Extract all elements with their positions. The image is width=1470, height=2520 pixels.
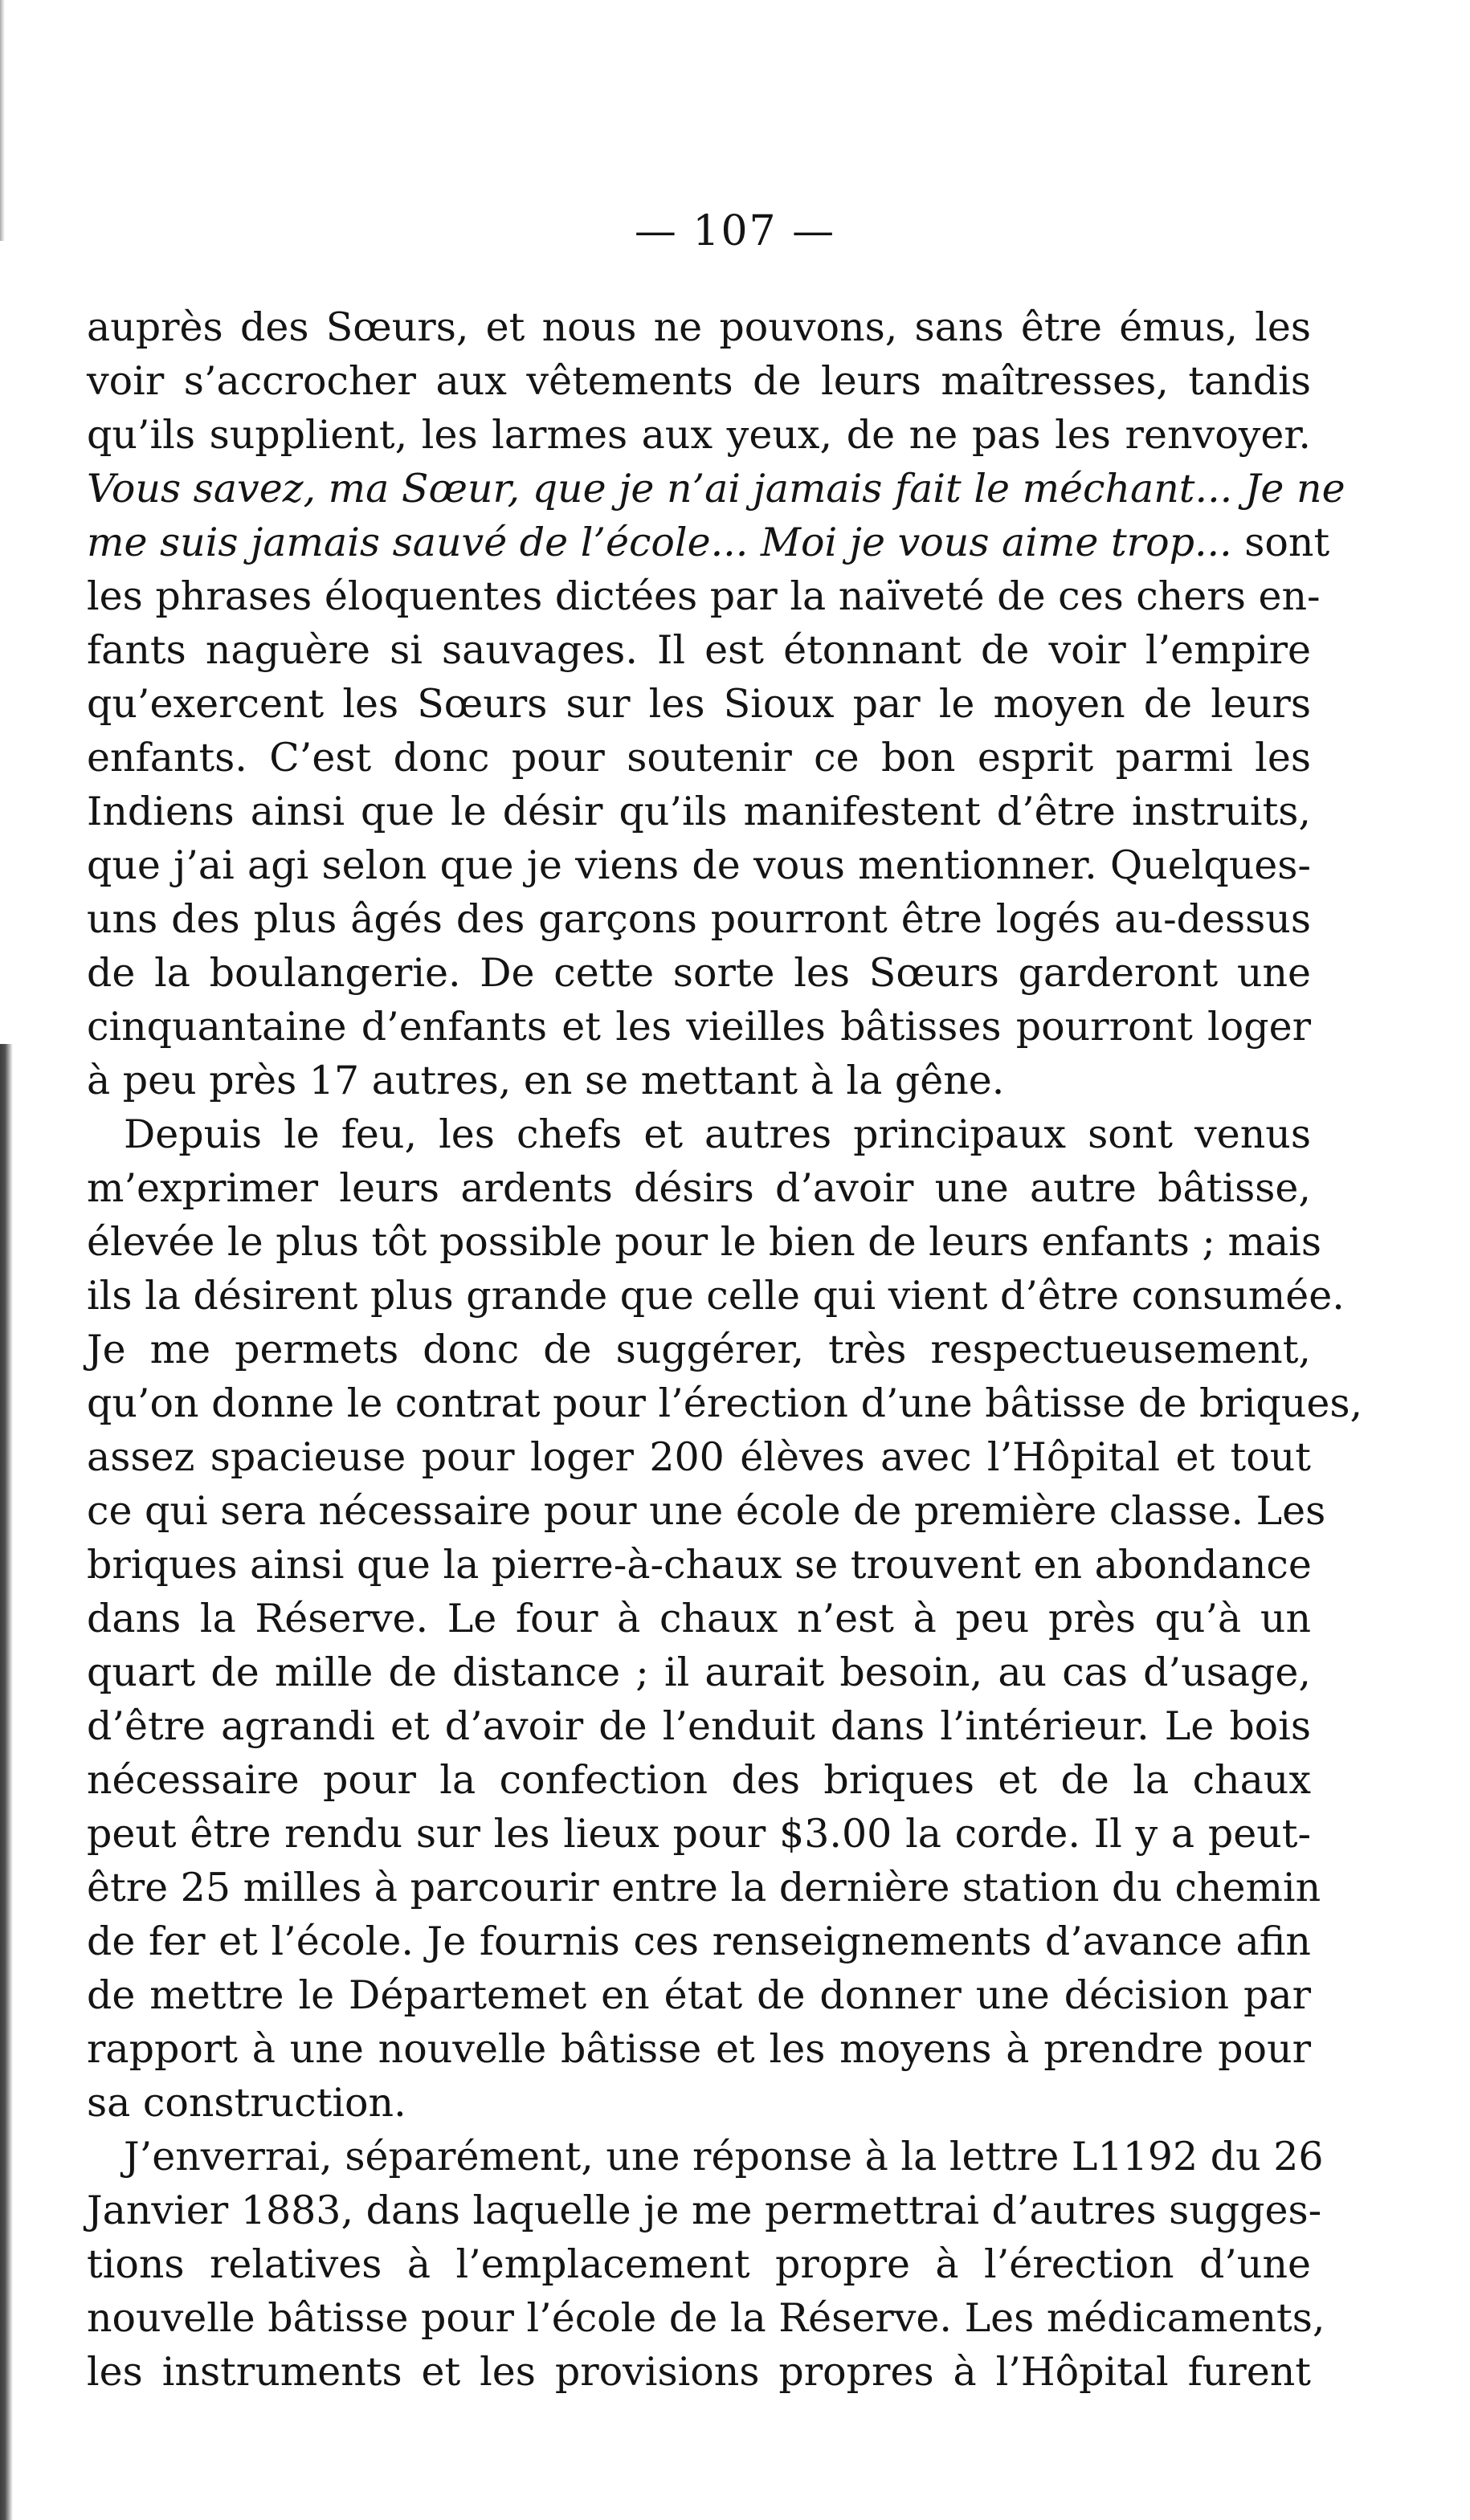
- text-line: que j’ai agi selon que je viens de vous mentionner. Quelques-: [87, 842, 1311, 888]
- text-line: auprès des Sœurs, et nous ne pouvons, sans être émus, les: [87, 304, 1311, 350]
- text-line: tions relatives à l’emplacement propre à l’érection d’une: [87, 2241, 1311, 2287]
- text-line: voir s’accrocher aux vêtements de leurs maîtresses, tandis: [87, 358, 1311, 404]
- text-line: ce qui sera nécessaire pour une école de première classe. Les: [87, 1488, 1326, 1534]
- italic-quote: me suis jamais sauvé de l’école... Moi je vous aime trop...: [87, 520, 1232, 565]
- text-line: enfants. C’est donc pour soutenir ce bon esprit parmi les: [87, 735, 1311, 781]
- text-line: Indiens ainsi que le désir qu’ils manifestent d’être instruits,: [87, 789, 1311, 834]
- text-line: nouvelle bâtisse pour l’école de la Réserve. Les médicaments,: [87, 2295, 1325, 2341]
- page-edge-shadow-top: [0, 0, 5, 241]
- text-line: d’être agrandi et d’avoir de l’enduit dans l’intérieur. Le bois: [87, 1703, 1311, 1749]
- text-line: J’enverrai, séparément, une réponse à la lettre L1192 du 26: [124, 2134, 1324, 2180]
- text-line: Je me permets donc de suggérer, très respectueusement,: [87, 1327, 1311, 1372]
- text-line: cinquantaine d’enfants et les vieilles bâtisses pourront loger: [87, 1004, 1311, 1050]
- body-text: [87, 300, 1363, 2399]
- text-line: élevée le plus tôt possible pour le bien de leurs enfants ; mais: [87, 1219, 1321, 1265]
- roman-text: sont: [1231, 520, 1330, 565]
- text-line: dans la Réserve. Le four à chaux n’est à peu près qu’à un: [87, 1596, 1311, 1641]
- text-line: qu’exercent les Sœurs sur les Sioux par le moyen de leurs: [87, 681, 1311, 727]
- text-line: les instruments et les provisions propres à l’Hôpital furent: [87, 2349, 1311, 2395]
- page-number: — 107 —: [634, 207, 836, 255]
- text-line: peut être rendu sur les lieux pour $3.00 la corde. Il y a peut-: [87, 1811, 1311, 1857]
- text-line: de mettre le Départemet en état de donner une décision par: [87, 1972, 1311, 2018]
- text-line: sa construction.: [87, 2080, 406, 2126]
- text-line: Janvier 1883, dans laquelle je me permettrai d’autres sugges-: [87, 2188, 1322, 2233]
- text-line: assez spacieuse pour loger 200 élèves avec l’Hôpital et tout: [87, 1434, 1311, 1480]
- text-line: quart de mille de distance ; il aurait besoin, au cas d’usage,: [87, 1649, 1311, 1695]
- text-line: Vous savez, ma Sœur, que je n’ai jamais fait le méchant... Je ne: [87, 466, 1345, 512]
- text-line: être 25 milles à parcourir entre la dernière station du chemin: [87, 1865, 1321, 1910]
- page-edge-shadow: [0, 1044, 13, 2520]
- text-line: ils la désirent plus grande que celle qui vient d’être consumée.: [87, 1273, 1345, 1319]
- text-line: fants naguère si sauvages. Il est étonnant de voir l’empire: [87, 627, 1311, 673]
- text-line: briques ainsi que la pierre-à-chaux se trouvent en abondance: [87, 1542, 1312, 1588]
- text-line: qu’ils supplient, les larmes aux yeux, de ne pas les renvoyer.: [87, 412, 1311, 458]
- text-line: les phrases éloquentes dictées par la naïveté de ces chers en-: [87, 573, 1321, 619]
- text-line: à peu près 17 autres, en se mettant à la gêne.: [87, 1058, 1005, 1103]
- text-line: m’exprimer leurs ardents désirs d’avoir une autre bâtisse,: [87, 1165, 1311, 1211]
- text-line: de la boulangerie. De cette sorte les Sœurs garderont une: [87, 950, 1311, 996]
- text-line: rapport à une nouvelle bâtisse et les moyens à prendre pour: [87, 2026, 1311, 2072]
- text-line: de fer et l’école. Je fournis ces renseignements d’avance afin: [87, 1919, 1311, 1964]
- text-line: [87, 516, 1330, 569]
- text-line: nécessaire pour la confection des briques et de la chaux: [87, 1757, 1311, 1803]
- text-line: uns des plus âgés des garçons pourront être logés au-dessus: [87, 896, 1311, 942]
- text-line: Depuis le feu, les chefs et autres principaux sont venus: [124, 1111, 1311, 1157]
- text-line: qu’on donne le contrat pour l’érection d’une bâtisse de briques,: [87, 1380, 1363, 1426]
